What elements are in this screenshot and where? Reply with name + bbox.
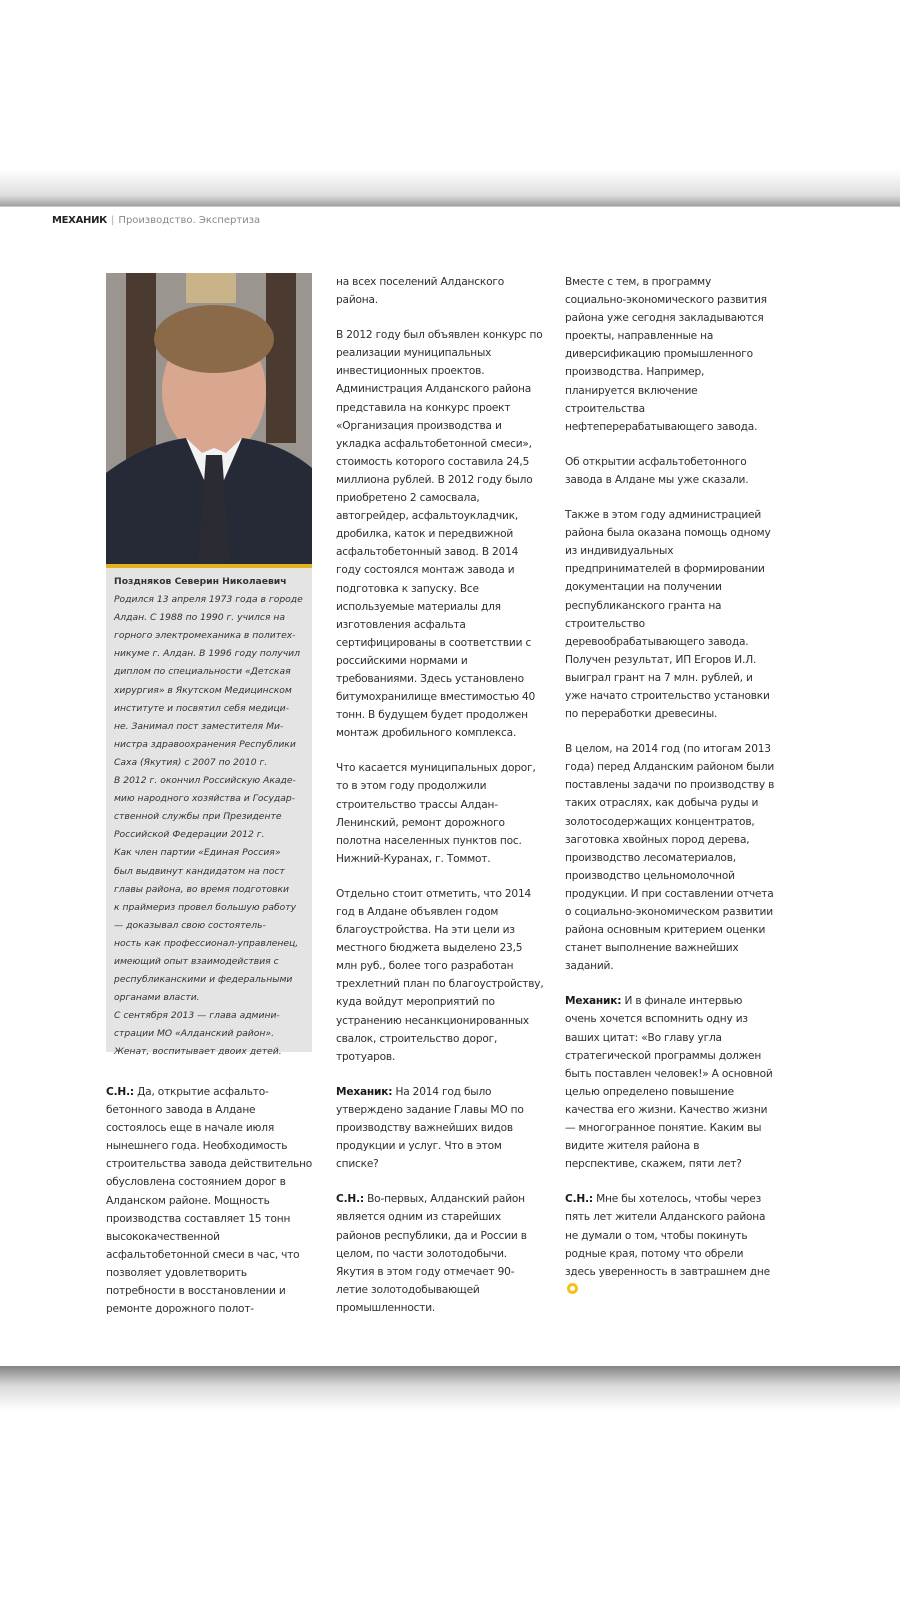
bio-line: Российской Федерации 2012 г. (114, 829, 265, 841)
article-paragraph: Об открытии асфальтобетонного завода в Алдане мы уже сказали. (565, 455, 749, 486)
bio-line: диплом по специальности «Детская (114, 666, 291, 678)
column-1-answer (106, 1083, 316, 1318)
bio-line: главы района, во время подготовки (114, 883, 290, 895)
bio-line: — доказывал свою состоятель- (114, 919, 266, 931)
answer-text: Во-первых, Алданский район является одним из старейших районов республики, да и России в целом, по части золотодобычи. Якутия в этом году отмечает 90-летие золотодобывающей промышленности. (336, 1193, 527, 1314)
bio-line: ность как профессионал-управленец, (114, 937, 299, 949)
bio-line: страции МО «Алданский район». (114, 1028, 274, 1040)
article-paragraph: Что касается муниципальных дорог, то в этом году продолжили строительство трассы Алдан-Ленинский, ремонт дорожного полотна населенных пунктов пос. Нижний-Куранах, г. Томмот. (336, 762, 536, 865)
bio-line: мию народного хозяйства и Государ- (114, 793, 296, 805)
bio-line: институте и посвятил себя медици- (114, 702, 289, 714)
question-text: И в финале интервью очень хочется вспомнить одну из ваших цитат: «Во главу угла стратегической программы должен быть поставлен человек!» А основной целью определено повышение качества его жизни. Качество жизни — многогранное понятие. Каким вы видите жителя района в перспективе, скажем, пяти лет? (565, 995, 773, 1171)
bio-line: горного электромеханика в политех- (114, 630, 296, 642)
bio-line: республиканскими и федеральными (114, 974, 293, 986)
bio-line: никуме г. Алдан. В 1996 году получил (114, 648, 301, 660)
bio-line: Алдан. С 1988 по 1990 г. учился на (114, 612, 285, 624)
bio-line: ственной службы при Президенте (114, 811, 282, 823)
article-paragraph: В 2012 году был объявлен конкурс по реализации муниципальных инвестиционных проектов. Администрация Алданского района представила на конкурс проект «Организация производства и укладка асфальтобетонной смеси», стоимость которого составила 24,5 миллиона рублей. В 2012 году было приобретено 2 самосвала, автогрейдер, асфальтоукладчик, дробилка, каток и передвижной асфальтобетонный завод. В 2014 году состоялся монтаж завода и подготовка к запуску. Все используемые материалы для изготовления асфальта сертифицированы в соответствии с российскими нормами и требованиями. Здесь установлено битумохранилище вместимостью 40 тонн. В будущем будет продолжен монтаж дробильного комплекса. (336, 329, 543, 740)
bio-line: В 2012 г. окончил Российскую Акаде- (114, 775, 296, 787)
article-paragraph: В целом, на 2014 год (по итогам 2013 года) перед Алданским районом были поставлены задачи по производству в таких отраслях, как добыча руды и золотосодержащих концентратов, заготовка хвойных пород дерева, производство лесоматериалов, производство цельномолочной продукции. И при составлении отчета о социально-экономическом развитии района основным критерием оценки станет выполнение важнейших заданий. (565, 743, 775, 973)
header-separator: | (111, 215, 115, 226)
bio-line: был выдвинут кандидатом на пост (114, 865, 285, 877)
bio-line: не. Занимал пост заместителя Ми- (114, 720, 284, 732)
bio-line: Как член партии «Единая Россия» (114, 847, 281, 859)
speaker-label: Механик: (336, 1085, 393, 1098)
answer-text: Мне бы хотелось, чтобы через пять лет жители Алданского района не думали о том, чтобы покинуть родные края, потому что обрели здесь уверенность в завтрашнем дне (565, 1193, 770, 1278)
question-paragraph (336, 1083, 546, 1173)
bio-line: Женат, воспитывает двоих детей. (114, 1046, 282, 1058)
answer-text: Да, открытие асфальто-бетонного завода в Алдане состоялось еще в начале июля нынешнего года. Необходимость строительства завода действительно обусловлена состоянием дорог в Алданском районе. Мощность производства составляет 15 тонн высококачественной асфальтобетонной смеси в час, что позволяет удовлетворить потребности в восстановлении и ремонте дорожного полот- (106, 1086, 313, 1316)
speaker-label: С.Н.: (565, 1193, 593, 1206)
bio-line: Родился 13 апреля 1973 года в городе (114, 594, 303, 606)
magazine-brand: МЕХАНИК (52, 215, 108, 226)
article-paragraph: Также в этом году администрацией района была оказана помощь одному из индивидуальных предпринимателей в формировании документации на получении республиканского гранта на строительство деревообрабатывающего завода. Получен результат, ИП Егоров И.Л. выиграл грант на 7 млн. рублей, и уже начато строительство установки по переработки древесины. (565, 509, 771, 721)
bio-line: имеющий опыт взаимодействия с (114, 955, 279, 967)
running-header (52, 215, 260, 226)
speaker-label: С.Н.: (106, 1086, 134, 1098)
column-2 (336, 273, 546, 1334)
bio-line: органами власти. (114, 992, 200, 1004)
bio-box (106, 568, 312, 1058)
portrait-photo (106, 273, 312, 568)
column-3 (565, 273, 775, 1316)
bio-line: нистра здравоохранения Республики (114, 738, 296, 750)
bio-line: к праймериз провел большую работу (114, 901, 297, 913)
article-paragraph: Вместе с тем, в программу социально-экономического развития района уже сегодня закладываются проекты, направленные на диверсификацию промышленного производства. Например, планируется включение строительства нефтеперерабатывающего завода. (565, 276, 767, 433)
answer-paragraph (336, 1190, 546, 1317)
answer-paragraph (106, 1083, 316, 1318)
section-title: Производство. Экспертиза (118, 215, 261, 226)
speaker-label: С.Н.: (336, 1193, 364, 1206)
article-paragraph: на всех поселений Алданского района. (336, 276, 505, 307)
portrait-image-icon (106, 273, 312, 564)
bio-name: Поздняков Северин Николаевич (114, 576, 287, 587)
question-paragraph (565, 992, 775, 1173)
article-paragraph: Отдельно стоит отметить, что 2014 год в Алдане объявлен годом благоустройства. На эти цели из местного бюджета выделено 23,5 млн руб., более того разработан трехлетний план по благоустройству, куда войдут мероприятий по устранению несанкционированных свалок, строительство дорог, тротуаров. (336, 887, 544, 1063)
page-bottom-shadow (0, 1366, 900, 1410)
magazine-page (0, 206, 900, 1367)
question-text: На 2014 год было утверждено задание Главы МО по производству важнейших видов продукции и услуг. Что в этом списке? (336, 1085, 524, 1171)
bio-line: хирургия» в Якутском Медицинском (114, 684, 292, 696)
speaker-label: Механик: (565, 995, 622, 1008)
answer-paragraph (565, 1190, 775, 1299)
page-top-shadow (0, 170, 900, 206)
bio-line: С сентября 2013 — глава админи- (114, 1010, 280, 1022)
end-of-article-icon (567, 1283, 578, 1294)
bio-line: Саха (Якутия) с 2007 по 2010 г. (114, 756, 268, 768)
